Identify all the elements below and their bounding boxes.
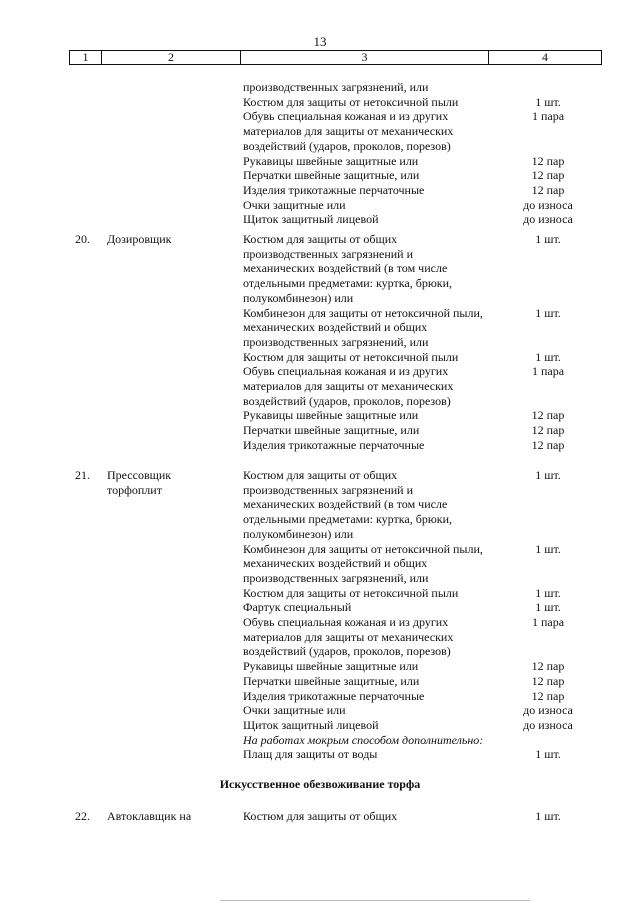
list-item <box>243 542 603 586</box>
item-norm: до износа <box>523 717 573 732</box>
list-item <box>243 468 603 542</box>
item-norm: 1 пара <box>531 364 565 379</box>
item-name: Фартук специальный <box>243 600 352 615</box>
table-header-row <box>69 50 602 65</box>
list-item <box>243 718 603 733</box>
item-norm: 1 пара <box>531 109 565 124</box>
item-norm: 12 пар <box>531 659 565 674</box>
item-name: Обувь специальная кожаная и из других материалов для защиты от механических воздействий (ударов, проколов, порезов) <box>243 109 454 153</box>
item-name: Костюм для защиты от нетоксичной пыли <box>243 585 459 600</box>
list-item <box>243 733 603 748</box>
item-name: Костюм для защиты от нетоксичной пыли <box>243 94 459 109</box>
occupation-name: Автоклавщик на <box>107 809 192 823</box>
list-item <box>243 183 603 198</box>
occupation-name: Прессовщик торфоплит <box>107 468 172 497</box>
list-item <box>243 586 603 601</box>
item-name: Костюм для защиты от нетоксичной пыли <box>243 349 459 364</box>
item-name: Перчатки швейные защитные, или <box>243 168 420 183</box>
item-name: Рукавицы швейные защитные или <box>243 408 419 423</box>
item-norm: 1 шт. <box>535 468 561 482</box>
item-name: Комбинезон для защиты от нетоксичной пыли, механических воздействий и общих производственных загрязнений, или <box>243 305 483 349</box>
header-col-2: 2 <box>102 51 241 64</box>
item-name: Плащ для защиты от воды <box>243 747 378 762</box>
item-norm: 1 шт. <box>535 94 561 109</box>
item-name: Костюм для защиты от общих производственных загрязнений и механических воздействий (в том числе отдельными предметами: куртка, брюки, полукомбинезон) или <box>243 232 453 305</box>
item-name: Комбинезон для защиты от нетоксичной пыли, механических воздействий и общих производственных загрязнений, или <box>243 541 483 585</box>
item-norm: 12 пар <box>531 182 565 197</box>
entry-items <box>243 809 603 824</box>
list-item <box>243 212 603 227</box>
table-row-entry-21 <box>0 468 640 775</box>
list-item <box>243 423 603 438</box>
list-item <box>243 659 603 674</box>
item-norm: 12 пар <box>531 408 565 423</box>
item-norm: 1 шт. <box>535 600 561 615</box>
list-item <box>243 689 603 704</box>
list-item <box>243 80 603 95</box>
item-name: Очки защитные или <box>243 703 346 718</box>
list-item <box>243 747 603 762</box>
item-name: производственных загрязнений, или <box>243 80 429 94</box>
item-norm: до износа <box>523 212 573 227</box>
item-norm: 1 пара <box>531 615 565 630</box>
entry-items <box>243 232 603 453</box>
list-item <box>243 809 603 824</box>
page-number: 13 <box>313 34 327 49</box>
item-name: Костюм для защиты от общих производственных загрязнений и механических воздействий (в том числе отдельными предметами: куртка, брюки, полукомбинезон) или <box>243 468 453 541</box>
list-item <box>243 154 603 169</box>
item-norm: 1 шт. <box>535 541 561 556</box>
list-item <box>243 198 603 213</box>
item-norm: 1 шт. <box>535 585 561 600</box>
entry-number: 21. <box>75 468 90 482</box>
item-norm: 12 пар <box>531 423 565 438</box>
table-row-entry-22 <box>0 809 640 829</box>
list-item <box>243 615 603 659</box>
item-norm: 12 пар <box>531 437 565 452</box>
list-item <box>243 232 603 306</box>
list-item <box>243 600 603 615</box>
list-item <box>243 674 603 689</box>
list-item <box>243 306 603 350</box>
section-title: Искусственное обезвоживание торфа <box>219 777 421 791</box>
entry-number: 22. <box>75 809 90 823</box>
item-name: Обувь специальная кожаная и из других материалов для защиты от механических воздействий (ударов, проколов, порезов) <box>243 364 454 408</box>
continuation-block <box>0 80 640 232</box>
entry-items <box>243 468 603 762</box>
item-name: Рукавицы швейные защитные или <box>243 153 419 168</box>
item-norm: 1 шт. <box>535 809 561 823</box>
header-col-4: 4 <box>542 50 548 64</box>
page-bottom-edge <box>220 900 530 901</box>
item-name: Изделия трикотажные перчаточные <box>243 437 425 452</box>
item-norm: 1 шт. <box>535 349 561 364</box>
header-col-3: 3 <box>241 51 489 64</box>
entry-number: 20. <box>75 232 90 246</box>
item-norm: 1 шт. <box>535 747 561 762</box>
item-norm: до износа <box>523 197 573 212</box>
item-norm: 12 пар <box>531 688 565 703</box>
list-item <box>243 109 603 153</box>
item-name: Очки защитные или <box>243 197 346 212</box>
item-norm: 1 шт. <box>535 232 561 246</box>
item-name: Рукавицы швейные защитные или <box>243 659 419 674</box>
item-name: Щиток защитный лицевой <box>243 717 379 732</box>
item-name: Обувь специальная кожаная и из других материалов для защиты от механических воздействий (ударов, проколов, порезов) <box>243 615 454 659</box>
list-item <box>243 364 603 408</box>
item-norm: 1 шт. <box>535 305 561 320</box>
item-norm: 12 пар <box>531 673 565 688</box>
item-name: Щиток защитный лицевой <box>243 212 379 227</box>
item-norm: до износа <box>523 703 573 718</box>
item-name: Костюм для защиты от общих <box>243 809 398 823</box>
header-col-1: 1 <box>70 51 102 64</box>
item-norm: 12 пар <box>531 153 565 168</box>
list-item <box>243 438 603 453</box>
item-name: Изделия трикотажные перчаточные <box>243 688 425 703</box>
list-item <box>243 408 603 423</box>
item-name: Перчатки швейные защитные, или <box>243 673 420 688</box>
item-name: Перчатки швейные защитные, или <box>243 423 420 438</box>
list-item <box>243 95 603 110</box>
continuation-items <box>243 80 603 227</box>
table-body <box>0 80 640 829</box>
list-item <box>243 168 603 183</box>
item-norm: 12 пар <box>531 168 565 183</box>
list-item <box>243 703 603 718</box>
item-name: Изделия трикотажные перчаточные <box>243 182 425 197</box>
list-item <box>243 350 603 365</box>
section-heading-row <box>0 775 640 809</box>
occupation-name: Дозировщик <box>107 232 172 246</box>
item-note: На работах мокрым способом дополнительно: <box>243 732 484 747</box>
table-row-entry-20 <box>0 232 640 468</box>
